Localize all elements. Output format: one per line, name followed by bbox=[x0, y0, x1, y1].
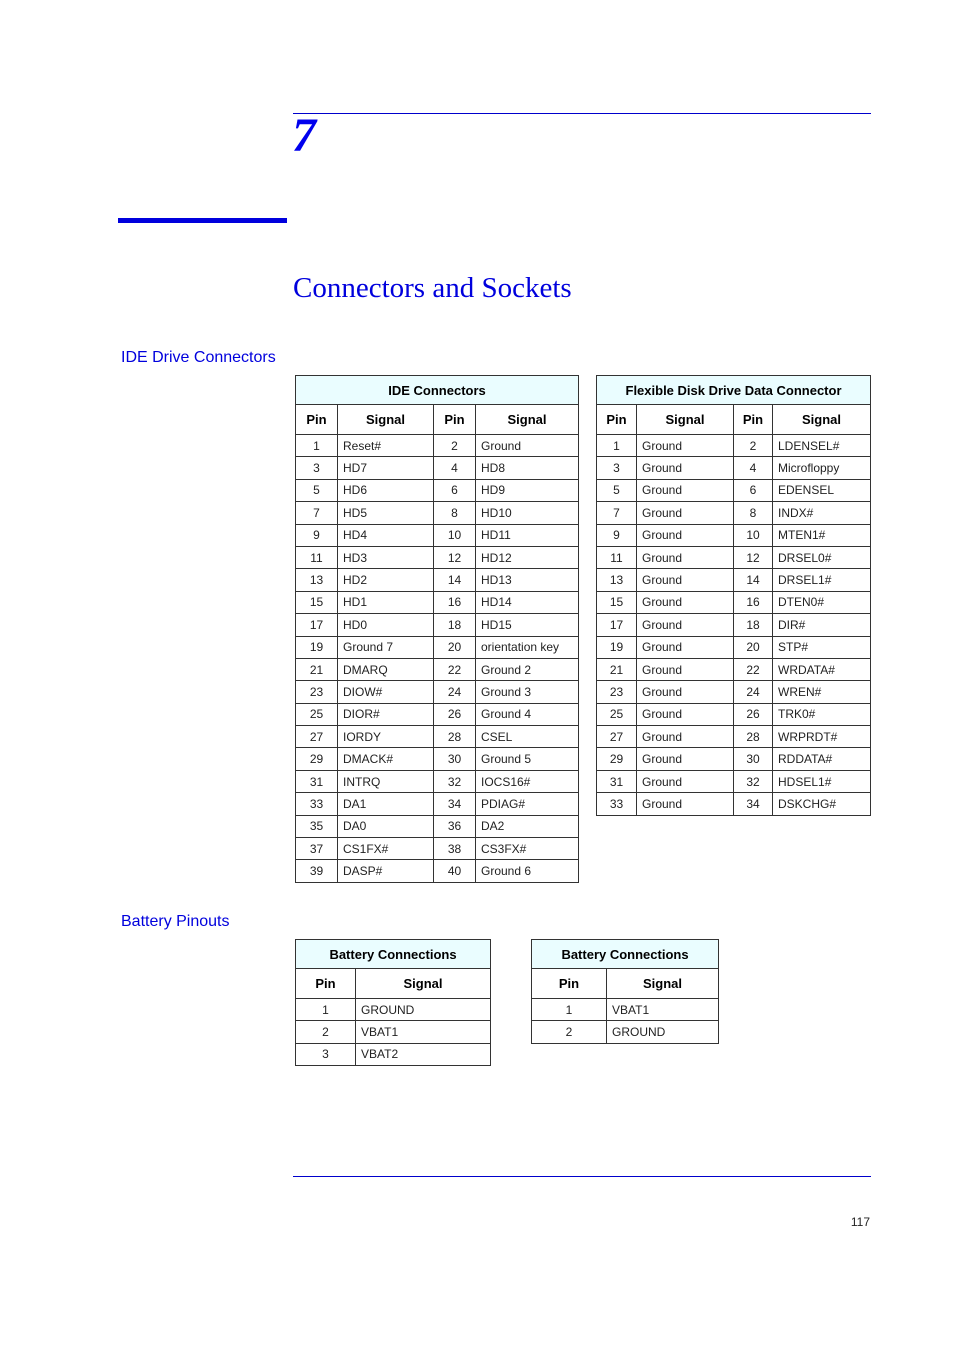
signal-cell: WRPRDT# bbox=[773, 726, 871, 748]
floppy-connector-table bbox=[596, 375, 871, 816]
pin-cell: 2 bbox=[296, 1021, 356, 1043]
signal-cell: HD8 bbox=[476, 457, 579, 479]
signal-cell: VBAT1 bbox=[356, 1021, 491, 1043]
signal-cell: MTEN1# bbox=[773, 524, 871, 546]
signal-cell: Ground bbox=[637, 748, 734, 770]
pin-cell: 28 bbox=[434, 726, 476, 748]
pin-cell: 31 bbox=[296, 770, 338, 792]
table-row bbox=[597, 479, 871, 501]
signal-cell: HD3 bbox=[338, 546, 434, 568]
table-caption: Flexible Disk Drive Data Connector bbox=[597, 376, 871, 405]
pin-cell: 33 bbox=[597, 793, 637, 815]
column-header-signal: Signal bbox=[338, 405, 434, 435]
pin-cell: 5 bbox=[597, 479, 637, 501]
table-row bbox=[296, 658, 579, 680]
table-row bbox=[296, 636, 579, 658]
top-rule bbox=[293, 113, 871, 114]
pin-cell: 23 bbox=[296, 681, 338, 703]
pin-cell: 1 bbox=[597, 435, 637, 457]
column-header-pin: Pin bbox=[532, 969, 607, 999]
table-row bbox=[296, 591, 579, 613]
signal-cell: Ground bbox=[637, 435, 734, 457]
table-row bbox=[532, 1021, 719, 1043]
ide-connectors-table bbox=[295, 375, 579, 883]
table-row bbox=[597, 569, 871, 591]
table-row bbox=[296, 502, 579, 524]
pin-cell: 26 bbox=[734, 703, 773, 725]
pin-cell: 2 bbox=[532, 1021, 607, 1043]
column-header-pin: Pin bbox=[296, 969, 356, 999]
signal-cell: orientation key bbox=[476, 636, 579, 658]
signal-cell: Ground 4 bbox=[476, 703, 579, 725]
signal-cell: HD0 bbox=[338, 614, 434, 636]
signal-cell: Ground bbox=[637, 703, 734, 725]
column-header-signal: Signal bbox=[637, 405, 734, 435]
signal-cell: GROUND bbox=[607, 1021, 719, 1043]
table-row bbox=[296, 999, 491, 1021]
pin-cell: 11 bbox=[296, 546, 338, 568]
pin-cell: 31 bbox=[597, 770, 637, 792]
signal-cell: Ground bbox=[476, 435, 579, 457]
signal-cell: Ground bbox=[637, 658, 734, 680]
signal-cell: INTRQ bbox=[338, 770, 434, 792]
pin-cell: 10 bbox=[734, 524, 773, 546]
pin-cell: 18 bbox=[734, 614, 773, 636]
table-row bbox=[597, 636, 871, 658]
pin-cell: 10 bbox=[434, 524, 476, 546]
pin-cell: 30 bbox=[434, 748, 476, 770]
pin-cell: 4 bbox=[434, 457, 476, 479]
signal-cell: Ground bbox=[637, 770, 734, 792]
signal-cell: Ground bbox=[637, 726, 734, 748]
column-header-pin: Pin bbox=[296, 405, 338, 435]
signal-cell: DMARQ bbox=[338, 658, 434, 680]
signal-cell: INDX# bbox=[773, 502, 871, 524]
pin-cell: 16 bbox=[434, 591, 476, 613]
pin-cell: 22 bbox=[434, 658, 476, 680]
signal-cell: VBAT1 bbox=[607, 999, 719, 1021]
pin-cell: 25 bbox=[597, 703, 637, 725]
table-row bbox=[597, 591, 871, 613]
pin-cell: 32 bbox=[434, 770, 476, 792]
signal-cell: HD4 bbox=[338, 524, 434, 546]
column-header-signal: Signal bbox=[773, 405, 871, 435]
chapter-title: Connectors and Sockets bbox=[293, 272, 572, 304]
signal-cell: Ground bbox=[637, 569, 734, 591]
signal-cell: VBAT2 bbox=[356, 1043, 491, 1065]
pin-cell: 20 bbox=[434, 636, 476, 658]
signal-cell: Ground bbox=[637, 681, 734, 703]
table-caption: IDE Connectors bbox=[296, 376, 579, 405]
signal-cell: EDENSEL bbox=[773, 479, 871, 501]
section-heading-ide: IDE Drive Connectors bbox=[121, 349, 276, 366]
pin-cell: 35 bbox=[296, 815, 338, 837]
table-caption: Battery Connections bbox=[296, 940, 491, 969]
pin-cell: 29 bbox=[597, 748, 637, 770]
pin-cell: 9 bbox=[296, 524, 338, 546]
table-row bbox=[597, 546, 871, 568]
column-header-signal: Signal bbox=[607, 969, 719, 999]
signal-cell: WREN# bbox=[773, 681, 871, 703]
table-row bbox=[296, 1021, 491, 1043]
table-row bbox=[296, 770, 579, 792]
signal-cell: Ground bbox=[637, 636, 734, 658]
table-row bbox=[597, 502, 871, 524]
signal-cell: Ground 6 bbox=[476, 860, 579, 882]
table-row bbox=[296, 546, 579, 568]
chapter-bar bbox=[118, 218, 287, 223]
signal-cell: CS1FX# bbox=[338, 838, 434, 860]
signal-cell: HDSEL1# bbox=[773, 770, 871, 792]
signal-cell: HD9 bbox=[476, 479, 579, 501]
signal-cell: DIOR# bbox=[338, 703, 434, 725]
bottom-rule bbox=[293, 1176, 871, 1177]
signal-cell: HD2 bbox=[338, 569, 434, 591]
signal-cell: LDENSEL# bbox=[773, 435, 871, 457]
table-row bbox=[296, 479, 579, 501]
pin-cell: 6 bbox=[734, 479, 773, 501]
pin-cell: 38 bbox=[434, 838, 476, 860]
pin-cell: 19 bbox=[597, 636, 637, 658]
table-row bbox=[296, 524, 579, 546]
signal-cell: HD13 bbox=[476, 569, 579, 591]
column-header-signal: Signal bbox=[476, 405, 579, 435]
pin-cell: 27 bbox=[597, 726, 637, 748]
signal-cell: CS3FX# bbox=[476, 838, 579, 860]
table-row bbox=[597, 457, 871, 479]
signal-cell: Ground 5 bbox=[476, 748, 579, 770]
signal-cell: Ground 3 bbox=[476, 681, 579, 703]
table-row bbox=[597, 793, 871, 815]
signal-cell: HD1 bbox=[338, 591, 434, 613]
signal-cell: Ground bbox=[637, 614, 734, 636]
table-row bbox=[296, 1043, 491, 1065]
pin-cell: 39 bbox=[296, 860, 338, 882]
table-row bbox=[597, 435, 871, 457]
pin-cell: 13 bbox=[597, 569, 637, 591]
pin-cell: 40 bbox=[434, 860, 476, 882]
table-row bbox=[597, 681, 871, 703]
pin-cell: 8 bbox=[434, 502, 476, 524]
table-row bbox=[296, 703, 579, 725]
signal-cell: DMACK# bbox=[338, 748, 434, 770]
table-row bbox=[597, 614, 871, 636]
signal-cell: GROUND bbox=[356, 999, 491, 1021]
pin-cell: 1 bbox=[532, 999, 607, 1021]
pin-cell: 33 bbox=[296, 793, 338, 815]
signal-cell: Ground 7 bbox=[338, 636, 434, 658]
pin-cell: 24 bbox=[434, 681, 476, 703]
column-header-pin: Pin bbox=[434, 405, 476, 435]
pin-cell: 27 bbox=[296, 726, 338, 748]
signal-cell: IORDY bbox=[338, 726, 434, 748]
table-row bbox=[296, 748, 579, 770]
pin-cell: 29 bbox=[296, 748, 338, 770]
pin-cell: 21 bbox=[597, 658, 637, 680]
pin-cell: 3 bbox=[597, 457, 637, 479]
signal-cell: RDDATA# bbox=[773, 748, 871, 770]
pin-cell: 36 bbox=[434, 815, 476, 837]
signal-cell: HD7 bbox=[338, 457, 434, 479]
signal-cell: Ground bbox=[637, 502, 734, 524]
battery-connections-table-2 bbox=[531, 939, 719, 1044]
table-row bbox=[296, 614, 579, 636]
signal-cell: WRDATA# bbox=[773, 658, 871, 680]
table-row bbox=[597, 703, 871, 725]
table-row bbox=[296, 681, 579, 703]
pin-cell: 28 bbox=[734, 726, 773, 748]
pin-cell: 2 bbox=[434, 435, 476, 457]
pin-cell: 6 bbox=[434, 479, 476, 501]
table-row bbox=[296, 815, 579, 837]
signal-cell: DTEN0# bbox=[773, 591, 871, 613]
pin-cell: 7 bbox=[296, 502, 338, 524]
pin-cell: 15 bbox=[597, 591, 637, 613]
pin-cell: 11 bbox=[597, 546, 637, 568]
signal-cell: HD15 bbox=[476, 614, 579, 636]
pin-cell: 8 bbox=[734, 502, 773, 524]
table-row bbox=[296, 838, 579, 860]
pin-cell: 14 bbox=[734, 569, 773, 591]
battery-connections-table-1 bbox=[295, 939, 491, 1066]
pin-cell: 12 bbox=[734, 546, 773, 568]
table-row bbox=[597, 748, 871, 770]
signal-cell: Ground bbox=[637, 793, 734, 815]
table-row bbox=[597, 658, 871, 680]
signal-cell: DIOW# bbox=[338, 681, 434, 703]
signal-cell: Ground bbox=[637, 591, 734, 613]
pin-cell: 12 bbox=[434, 546, 476, 568]
pin-cell: 16 bbox=[734, 591, 773, 613]
signal-cell: CSEL bbox=[476, 726, 579, 748]
signal-cell: HD10 bbox=[476, 502, 579, 524]
pin-cell: 17 bbox=[296, 614, 338, 636]
signal-cell: IOCS16# bbox=[476, 770, 579, 792]
signal-cell: DA2 bbox=[476, 815, 579, 837]
signal-cell: Ground bbox=[637, 524, 734, 546]
table-row bbox=[296, 457, 579, 479]
signal-cell: HD5 bbox=[338, 502, 434, 524]
chapter-number: 7 bbox=[292, 109, 316, 162]
page-number: 117 bbox=[850, 1215, 870, 1229]
pin-cell: 20 bbox=[734, 636, 773, 658]
table-row bbox=[296, 860, 579, 882]
pin-cell: 3 bbox=[296, 1043, 356, 1065]
table-row bbox=[296, 793, 579, 815]
signal-cell: HD11 bbox=[476, 524, 579, 546]
table-row bbox=[597, 524, 871, 546]
column-header-pin: Pin bbox=[734, 405, 773, 435]
pin-cell: 19 bbox=[296, 636, 338, 658]
signal-cell: Reset# bbox=[338, 435, 434, 457]
pin-cell: 32 bbox=[734, 770, 773, 792]
signal-cell: DASP# bbox=[338, 860, 434, 882]
pin-cell: 25 bbox=[296, 703, 338, 725]
signal-cell: Ground bbox=[637, 546, 734, 568]
section-heading-battery: Battery Pinouts bbox=[121, 913, 230, 930]
signal-cell: DA0 bbox=[338, 815, 434, 837]
table-row bbox=[296, 569, 579, 591]
pin-cell: 1 bbox=[296, 435, 338, 457]
table-row bbox=[296, 726, 579, 748]
pin-cell: 30 bbox=[734, 748, 773, 770]
pin-cell: 13 bbox=[296, 569, 338, 591]
pin-cell: 24 bbox=[734, 681, 773, 703]
pin-cell: 23 bbox=[597, 681, 637, 703]
table-row bbox=[597, 770, 871, 792]
pin-cell: 17 bbox=[597, 614, 637, 636]
signal-cell: Microfloppy bbox=[773, 457, 871, 479]
pin-cell: 26 bbox=[434, 703, 476, 725]
signal-cell: DA1 bbox=[338, 793, 434, 815]
pin-cell: 34 bbox=[434, 793, 476, 815]
table-row bbox=[296, 435, 579, 457]
signal-cell: DIR# bbox=[773, 614, 871, 636]
signal-cell: HD12 bbox=[476, 546, 579, 568]
pin-cell: 3 bbox=[296, 457, 338, 479]
signal-cell: TRK0# bbox=[773, 703, 871, 725]
signal-cell: STP# bbox=[773, 636, 871, 658]
pin-cell: 2 bbox=[734, 435, 773, 457]
table-caption: Battery Connections bbox=[532, 940, 719, 969]
pin-cell: 4 bbox=[734, 457, 773, 479]
signal-cell: Ground 2 bbox=[476, 658, 579, 680]
signal-cell: HD6 bbox=[338, 479, 434, 501]
pin-cell: 15 bbox=[296, 591, 338, 613]
signal-cell: Ground bbox=[637, 479, 734, 501]
signal-cell: Ground bbox=[637, 457, 734, 479]
pin-cell: 37 bbox=[296, 838, 338, 860]
signal-cell: DRSEL1# bbox=[773, 569, 871, 591]
column-header-signal: Signal bbox=[356, 969, 491, 999]
signal-cell: DSKCHG# bbox=[773, 793, 871, 815]
signal-cell: DRSEL0# bbox=[773, 546, 871, 568]
table-row bbox=[532, 999, 719, 1021]
table-row bbox=[597, 726, 871, 748]
pin-cell: 9 bbox=[597, 524, 637, 546]
pin-cell: 5 bbox=[296, 479, 338, 501]
pin-cell: 14 bbox=[434, 569, 476, 591]
signal-cell: PDIAG# bbox=[476, 793, 579, 815]
column-header-pin: Pin bbox=[597, 405, 637, 435]
pin-cell: 7 bbox=[597, 502, 637, 524]
pin-cell: 1 bbox=[296, 999, 356, 1021]
pin-cell: 34 bbox=[734, 793, 773, 815]
signal-cell: HD14 bbox=[476, 591, 579, 613]
pin-cell: 18 bbox=[434, 614, 476, 636]
pin-cell: 21 bbox=[296, 658, 338, 680]
pin-cell: 22 bbox=[734, 658, 773, 680]
